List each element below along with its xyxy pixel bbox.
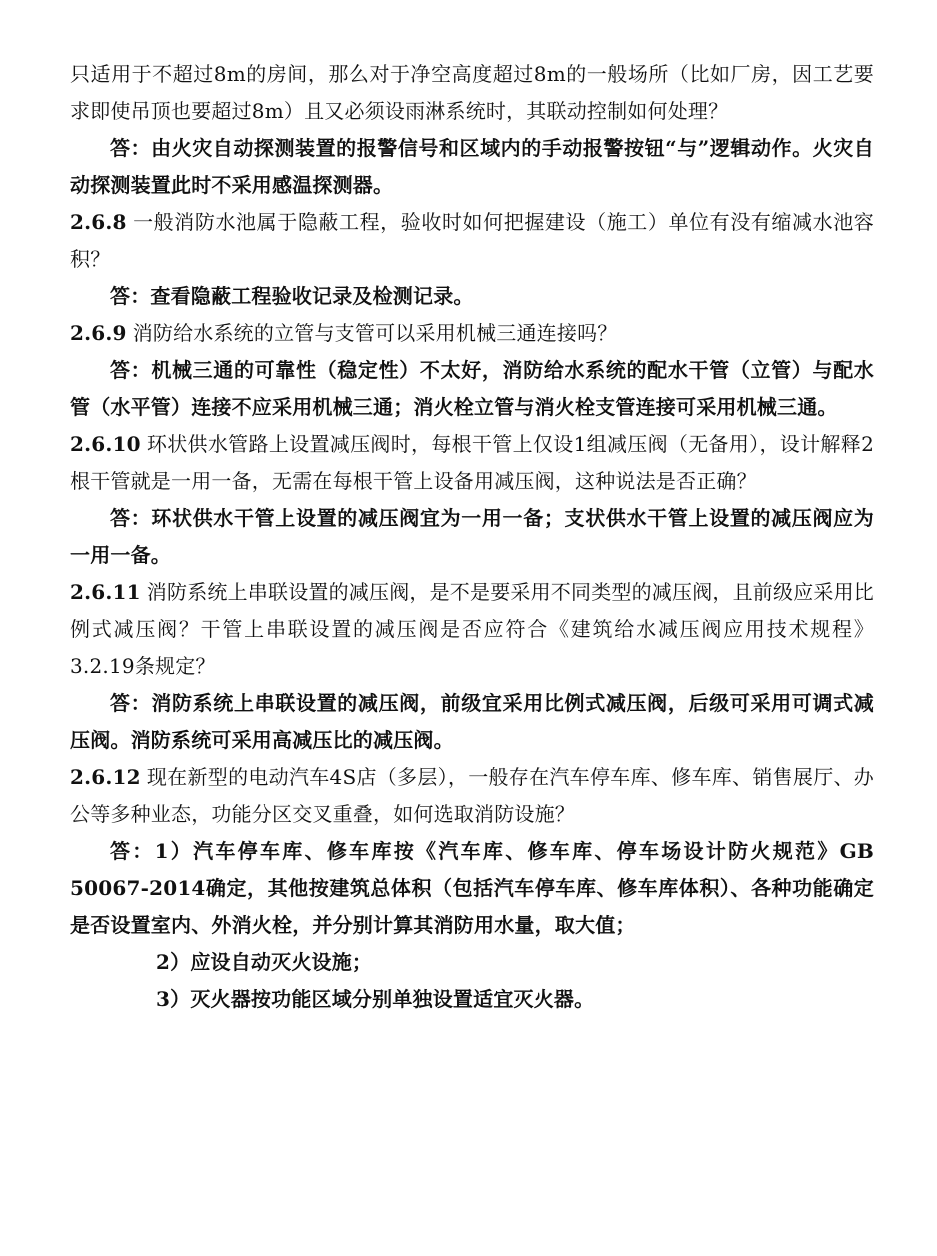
question-text: 消防系统上串联设置的减压阀，是不是要采用不同类型的减压阀，且前级应采用比例式减压阀？干管上串联设置的减压阀是否应符合《建筑给水减压阀应用技术规程》3.2.19条规定？ <box>70 580 874 678</box>
answer-2-6-10: 答：环状供水干管上设置的减压阀宜为一用一备；支状供水干管上设置的减压阀应为一用一备。 <box>70 506 874 567</box>
answer-2-6-8: 答：查看隐蔽工程验收记录及检测记录。 <box>110 284 474 308</box>
intro-answer-text: 答：由火灾自动探测装置的报警信号和区域内的手动报警按钮“与”逻辑动作。火灾自动探测装置此时不采用感温探测器。 <box>70 136 874 197</box>
answer-2-6-12: 答：1）汽车停车库、修车库按《汽车库、修车库、停车场设计防火规范》GB 50067-2014确定，其他按建筑总体积（包括汽车停车库、修车库体积）、各种功能确定是否设置室内、外消火栓，并分别计算其消防用水量，取大值； <box>70 839 874 937</box>
question-2-6-9 <box>70 315 874 352</box>
question-text: 环状供水管路上设置减压阀时，每根干管上仅设1组减压阀（无备用），设计解释2根干管就是一用一备，无需在每根干管上设备用减压阀，这种说法是否正确？ <box>70 432 874 493</box>
question-2-6-11 <box>70 574 874 685</box>
question-number: 2.6.9 <box>70 321 127 345</box>
question-number: 2.6.11 <box>70 580 141 604</box>
question-text: 一般消防水池属于隐蔽工程，验收时如何把握建设（施工）单位有没有缩减水池容积？ <box>70 210 874 271</box>
question-2-6-10 <box>70 426 874 500</box>
question-number: 2.6.12 <box>70 765 141 789</box>
question-2-6-8 <box>70 204 874 278</box>
question-text: 消防给水系统的立管与支管可以采用机械三通连接吗？ <box>132 321 618 345</box>
document-page <box>70 56 874 1048</box>
question-number: 2.6.10 <box>70 432 141 456</box>
answer-2-6-11: 答：消防系统上串联设置的减压阀，前级宜采用比例式减压阀，后级可采用可调式减压阀。消防系统可采用高减压比的减压阀。 <box>70 691 874 752</box>
question-2-6-12 <box>70 759 874 833</box>
answer-2-6-12-item-2: 2）应设自动灭火设施； <box>156 950 373 974</box>
answer-2-6-12-item-3: 3）灭火器按功能区域分别单独设置适宜灭火器。 <box>156 987 595 1011</box>
answer-2-6-9: 答：机械三通的可靠性（稳定性）不太好，消防给水系统的配水干管（立管）与配水管（水平管）连接不应采用机械三通；消火栓立管与消火栓支管连接可采用机械三通。 <box>70 358 874 419</box>
page-bottom-space <box>70 1018 874 1048</box>
question-number: 2.6.8 <box>70 210 127 234</box>
intro-question-text: 只适用于不超过8m的房间，那么对于净空高度超过8m的一般场所（比如厂房，因工艺要求即使吊顶也要超过8m）且又必须设雨淋系统时，其联动控制如何处理？ <box>70 62 874 123</box>
question-text: 现在新型的电动汽车4S店（多层），一般存在汽车停车库、修车库、销售展厅、办公等多种业态，功能分区交叉重叠，如何选取消防设施？ <box>70 765 874 826</box>
